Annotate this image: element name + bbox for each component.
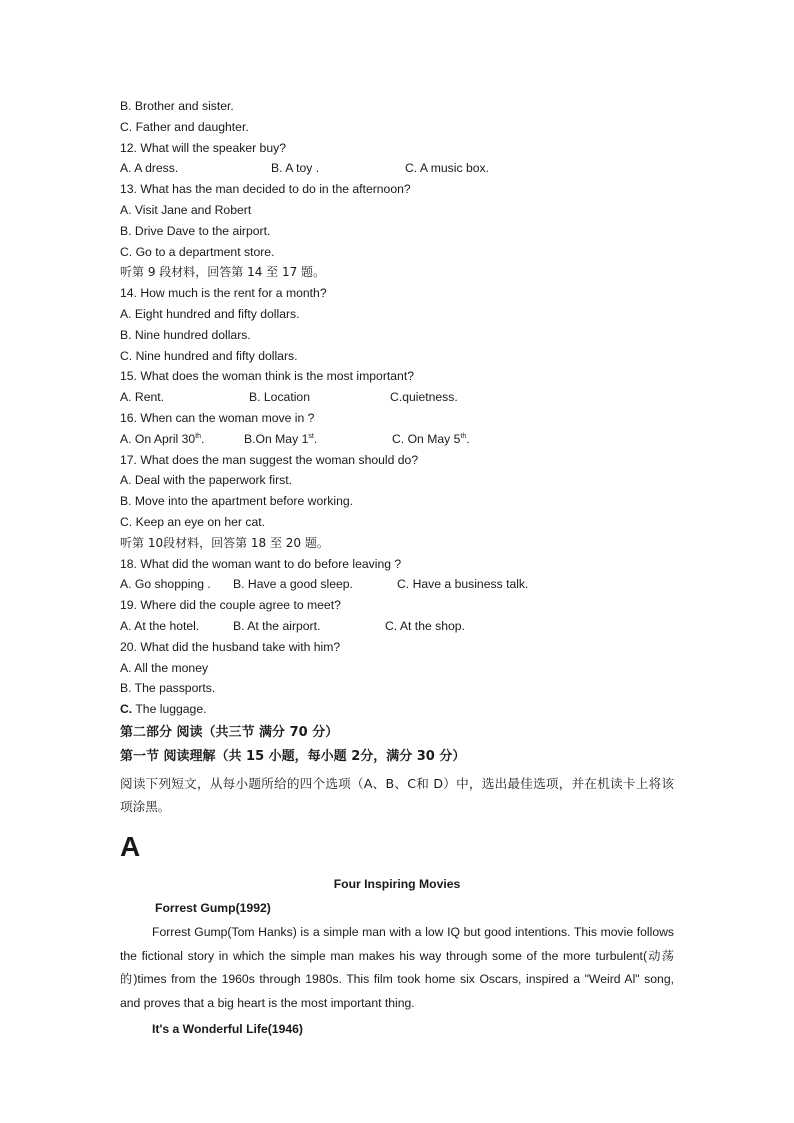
question-line: C. Father and daughter.	[120, 119, 249, 134]
option-b	[244, 429, 317, 450]
passage-title: Four Inspiring Movies	[333, 876, 461, 891]
option-c: C.quietness.	[390, 390, 458, 405]
option-c: C. A music box.	[405, 161, 489, 176]
question-line: A. Visit Jane and Robert	[120, 202, 252, 217]
options-row	[120, 429, 674, 450]
question-line: 14. How much is the rent for a month?	[120, 286, 327, 301]
options-row	[120, 574, 674, 595]
option-main: B.On May 1	[244, 431, 309, 446]
question-line: A. Eight hundred and fifty dollars.	[120, 306, 300, 321]
option-b: B. A toy .	[271, 161, 320, 176]
listening-instruction: 听第 9 段材料，回答第 14 至 17 题。	[120, 265, 326, 280]
listening-instruction: 听第 10段材料，回答第 18 至 20 题。	[120, 535, 329, 550]
question-line: B. The passports.	[120, 681, 216, 696]
question-line: A. All the money	[120, 660, 209, 675]
question-line: 15. What does the woman think is the most important?	[120, 369, 414, 384]
option-end: .	[313, 431, 318, 446]
question-line: 18. What did the woman want to do before leaving ?	[120, 556, 402, 571]
question-line: B. Drive Dave to the airport.	[120, 223, 271, 238]
ordinal-suffix: st	[308, 432, 314, 440]
option-letter: C.	[120, 702, 133, 717]
options-row	[120, 616, 674, 637]
question-line: C. Go to a department store.	[120, 244, 275, 259]
option-c: C. At the shop.	[385, 618, 465, 633]
question-line: 19. Where did the couple agree to meet?	[120, 598, 341, 613]
question-line: 13. What has the man decided to do in the afternoon?	[120, 182, 411, 197]
option-text: The luggage.	[132, 702, 207, 717]
option-a: A. Go shopping .	[120, 577, 211, 592]
question-line: 16. When can the woman move in ?	[120, 410, 315, 425]
option-b: B. Have a good sleep.	[233, 577, 353, 592]
option-b: B. At the airport.	[233, 618, 321, 633]
question-line: 12. What will the speaker buy?	[120, 140, 286, 155]
ordinal-suffix: th	[195, 432, 202, 440]
option-a: A. At the hotel.	[120, 618, 200, 633]
section1-heading: 第一节 阅读理解（共 15 小题，每小题 2分，满分 30 分）	[120, 748, 466, 764]
option-main: C. On May 5	[392, 431, 461, 446]
option-b: B. Location	[249, 390, 310, 405]
option-end: .	[466, 431, 470, 446]
question-line: B. Brother and sister.	[120, 99, 234, 113]
options-row	[120, 387, 674, 408]
exam-page	[120, 96, 674, 1041]
movie-title-forrest-gump: Forrest Gump(1992)	[155, 900, 271, 915]
option-end: .	[201, 431, 205, 446]
option-c	[392, 429, 470, 450]
movie-description-forrest-gump: Forrest Gump(Tom Hanks) is a simple man with a low IQ but good intentions. This movie follows the fictional story in which the simple man makes his way through some of the more turbulent(动荡的)times from the 1960s through 1980s. This film took home six Oscars, inspired a "Weird Al" song, and proves that a big heart is the most important thing.	[120, 924, 674, 1010]
question-line: 17. What does the man suggest the woman should do?	[120, 452, 419, 467]
ordinal-suffix: th	[460, 432, 467, 440]
passage-letter: A	[120, 830, 141, 862]
option-main: A. On April 30	[120, 431, 196, 446]
option-a: A. A dress.	[120, 161, 179, 176]
question-line: B. Nine hundred dollars.	[120, 327, 251, 342]
question-line	[120, 699, 674, 720]
part2-heading: 第二部分 阅读（共三节 满分 70 分）	[120, 724, 339, 740]
question-line: B. Move into the apartment before working.	[120, 494, 354, 509]
options-row	[120, 158, 674, 179]
question-line: 20. What did the husband take with him?	[120, 639, 341, 654]
movie-title-wonderful-life: It's a Wonderful Life(1946)	[152, 1022, 303, 1037]
question-line: C. Nine hundred and fifty dollars.	[120, 348, 298, 363]
reading-instructions: 阅读下列短文，从每小题所给的四个选项（A、B、C和 D）中，选出最佳选项，并在机读卡上将该项涂黑。	[120, 775, 674, 814]
option-a: A. Rent.	[120, 390, 165, 405]
option-a	[120, 429, 204, 450]
listening-section	[120, 96, 674, 720]
option-c: C. Have a business talk.	[397, 577, 529, 592]
question-line: C. Keep an eye on her cat.	[120, 514, 265, 529]
question-line: A. Deal with the paperwork first.	[120, 473, 293, 488]
